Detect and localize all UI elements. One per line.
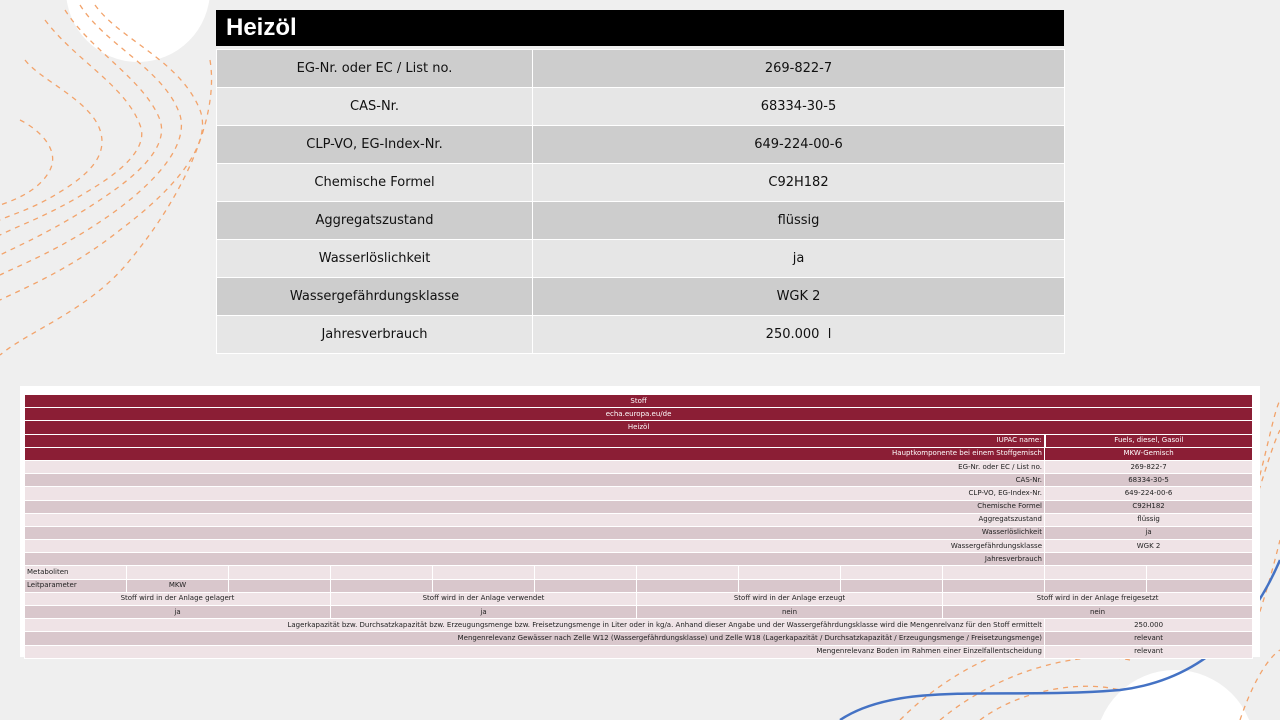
table-row: [217, 240, 1065, 278]
mengenrelevanz-boden-value: relevant: [1045, 645, 1253, 658]
table-row: [25, 447, 1253, 460]
kapazitaet-value: 250.000: [1045, 619, 1253, 632]
table-row: [25, 645, 1253, 658]
property-value: 649-224-00-6: [533, 126, 1065, 164]
mengenrelevanz-boden-label: Mengenrelevanz Boden im Rahmen einer Einzelfallentscheidung: [25, 645, 1045, 658]
sheet-property-value: [1045, 553, 1253, 566]
property-value: 250.000 l: [533, 316, 1065, 354]
sheet-property-label: Aggregatszustand: [25, 513, 1045, 526]
table-row: [25, 434, 1253, 447]
anlage-header: Stoff wird in der Anlage erzeugt: [637, 592, 943, 605]
table-row: [25, 553, 1253, 566]
table-row: [25, 395, 1253, 408]
empty-cell: [637, 579, 739, 592]
property-value: 269-822-7: [533, 50, 1065, 88]
property-label: Aggregatszustand: [217, 202, 533, 240]
mengenrelevanz-gewaesser-value: relevant: [1045, 632, 1253, 645]
empty-cell: [331, 566, 433, 579]
anlage-header: Stoff wird in der Anlage verwendet: [331, 592, 637, 605]
table-row: [25, 579, 1253, 592]
anlage-header: Stoff wird in der Anlage gelagert: [25, 592, 331, 605]
sheet-property-value: 649-224-00-6: [1045, 487, 1253, 500]
property-label: Wasserlöslichkeit: [217, 240, 533, 278]
property-value: C92H182: [533, 164, 1065, 202]
empty-cell: [1045, 579, 1147, 592]
sheet-property-value: 68334-30-5: [1045, 474, 1253, 487]
substance-spreadsheet: [24, 394, 1253, 659]
table-row: [217, 50, 1065, 88]
empty-cell: [229, 566, 331, 579]
empty-cell: [1147, 566, 1253, 579]
table-row: [25, 474, 1253, 487]
sheet-property-label: Jahresverbrauch: [25, 553, 1045, 566]
sheet-property-label: Wasserlöslichkeit: [25, 526, 1045, 539]
empty-cell: [535, 566, 637, 579]
sheet-property-value: WGK 2: [1045, 540, 1253, 553]
table-row: [217, 126, 1065, 164]
table-row: [25, 606, 1253, 619]
sheet-property-value: 269-822-7: [1045, 460, 1253, 473]
property-value: WGK 2: [533, 278, 1065, 316]
table-row: [25, 526, 1253, 539]
iupac-label: IUPAC name:: [25, 434, 1045, 447]
sheet-property-value: ja: [1045, 526, 1253, 539]
empty-cell: [433, 566, 535, 579]
property-label: Wassergefährdungsklasse: [217, 278, 533, 316]
empty-cell: [943, 566, 1045, 579]
property-value: 68334-30-5: [533, 88, 1065, 126]
table-row: [25, 487, 1253, 500]
property-label: EG-Nr. oder EC / List no.: [217, 50, 533, 88]
table-row: [217, 164, 1065, 202]
substance-title: Heizöl: [216, 10, 1064, 46]
metaboliten-label: Metaboliten: [25, 566, 127, 579]
hauptkomponente-value: MKW-Gemisch: [1045, 447, 1253, 460]
empty-cell: [433, 579, 535, 592]
substance-properties-table: [216, 49, 1065, 354]
empty-cell: [127, 566, 229, 579]
anlage-value: ja: [25, 606, 331, 619]
empty-cell: [739, 566, 841, 579]
empty-cell: [229, 579, 331, 592]
property-value: flüssig: [533, 202, 1065, 240]
kapazitaet-label: Lagerkapazität bzw. Durchsatzkapazität bzw. Erzeugungsmenge bzw. Freisetzungsmenge in Liter oder in kg/a. Anhand dieser Angabe und der Wassergefährdungsklasse wird die Mengenrelvanz für den Stoff ermittelt: [25, 619, 1045, 632]
sheet-header-link: echa.europa.eu/de: [25, 408, 1253, 421]
empty-cell: [1045, 566, 1147, 579]
spreadsheet-image: [20, 386, 1260, 657]
table-row: [25, 632, 1253, 645]
sheet-property-value: C92H182: [1045, 500, 1253, 513]
table-row: [25, 566, 1253, 579]
empty-cell: [637, 566, 739, 579]
anlage-value: nein: [637, 606, 943, 619]
sheet-property-value: flüssig: [1045, 513, 1253, 526]
sheet-header-stoff: Stoff: [25, 395, 1253, 408]
anlage-value: ja: [331, 606, 637, 619]
empty-cell: [739, 579, 841, 592]
empty-cell: [841, 579, 943, 592]
sheet-property-label: CLP-VO, EG-Index-Nr.: [25, 487, 1045, 500]
property-value: ja: [533, 240, 1065, 278]
table-row: [217, 278, 1065, 316]
hauptkomponente-label: Hauptkomponente bei einem Stoffgemisch: [25, 447, 1045, 460]
table-row: [25, 513, 1253, 526]
table-row: [25, 619, 1253, 632]
table-row: [25, 460, 1253, 473]
table-row: [25, 540, 1253, 553]
leitparameter-value: MKW: [127, 579, 229, 592]
table-row: [25, 421, 1253, 434]
sheet-property-label: EG-Nr. oder EC / List no.: [25, 460, 1045, 473]
sheet-header-name: Heizöl: [25, 421, 1253, 434]
table-row: [25, 408, 1253, 421]
empty-cell: [841, 566, 943, 579]
table-row: [25, 592, 1253, 605]
property-label: CLP-VO, EG-Index-Nr.: [217, 126, 533, 164]
sheet-property-label: Wassergefährdungsklasse: [25, 540, 1045, 553]
sheet-property-label: CAS-Nr.: [25, 474, 1045, 487]
empty-cell: [943, 579, 1045, 592]
table-row: [217, 316, 1065, 354]
leitparameter-label: Leitparameter: [25, 579, 127, 592]
property-label: Jahresverbrauch: [217, 316, 533, 354]
empty-cell: [331, 579, 433, 592]
anlage-header: Stoff wird in der Anlage freigesetzt: [943, 592, 1253, 605]
table-row: [217, 202, 1065, 240]
iupac-value: Fuels, diesel, Gasoil: [1045, 434, 1253, 447]
sheet-property-label: Chemische Formel: [25, 500, 1045, 513]
anlage-value: nein: [943, 606, 1253, 619]
table-row: [217, 88, 1065, 126]
property-label: Chemische Formel: [217, 164, 533, 202]
empty-cell: [535, 579, 637, 592]
property-label: CAS-Nr.: [217, 88, 533, 126]
empty-cell: [1147, 579, 1253, 592]
table-row: [25, 500, 1253, 513]
mengenrelevanz-gewaesser-label: Mengenrelevanz Gewässer nach Zelle W12 (Wassergefährdungsklasse) und Zelle W18 (Lagerkapazität / Durchsatzkapazität / Erzeugungsmenge / Freisetzungsmenge): [25, 632, 1045, 645]
